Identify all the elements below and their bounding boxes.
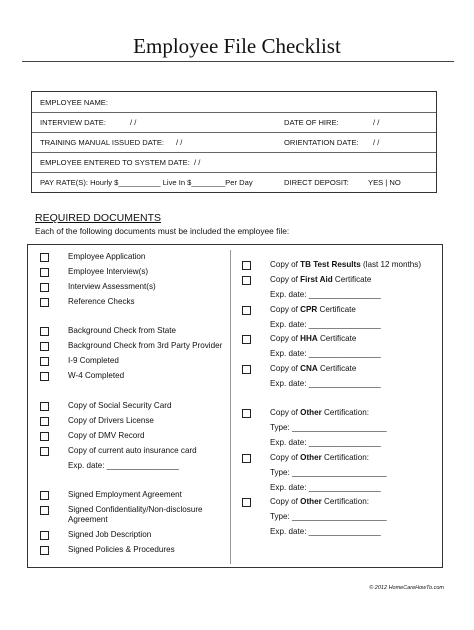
- checkbox[interactable]: [40, 372, 49, 381]
- entered-system-slashes: / /: [194, 158, 201, 167]
- info-row-pay: [32, 172, 436, 192]
- checkbox[interactable]: [40, 402, 49, 411]
- interview-date-slashes: / /: [130, 118, 137, 127]
- checkbox[interactable]: [242, 365, 251, 374]
- exp-date-line[interactable]: Exp. date: ________________: [68, 461, 179, 470]
- exp-date-line[interactable]: Exp. date: ________________: [270, 483, 381, 492]
- checkbox[interactable]: [40, 298, 49, 307]
- checkbox[interactable]: [40, 283, 49, 292]
- item-label: Copy of Other Certification:: [270, 453, 369, 462]
- checkbox[interactable]: [40, 327, 49, 336]
- interview-date-label: INTERVIEW DATE:: [40, 118, 106, 127]
- item-label: Background Check from State: [68, 326, 176, 335]
- item-label: Copy of DMV Record: [68, 431, 145, 440]
- employee-name-label: EMPLOYEE NAME:: [40, 98, 108, 107]
- type-line[interactable]: Type: _____________________: [270, 512, 387, 521]
- checkbox[interactable]: [40, 506, 49, 515]
- info-row-system: [32, 152, 436, 173]
- checkbox[interactable]: [242, 261, 251, 270]
- direct-deposit-label: DIRECT DEPOSIT:: [284, 178, 349, 187]
- checklist-item: [68, 356, 119, 365]
- checkbox[interactable]: [40, 342, 49, 351]
- date-of-hire-slashes: / /: [373, 118, 380, 127]
- checkbox[interactable]: [40, 357, 49, 366]
- item-label: Copy of Other Certification:: [270, 408, 369, 417]
- item-label: Interview Assessment(s): [68, 282, 156, 291]
- info-row-name: [32, 92, 436, 113]
- checklist-item-cna: [270, 364, 356, 373]
- training-manual-label: TRAINING MANUAL ISSUED DATE:: [40, 138, 165, 147]
- checkbox[interactable]: [242, 454, 251, 463]
- checkbox[interactable]: [242, 498, 251, 507]
- orientation-date-slashes: / /: [373, 138, 380, 147]
- exp-date-line[interactable]: Exp. date: ________________: [270, 290, 381, 299]
- checkbox[interactable]: [40, 432, 49, 441]
- training-manual-slashes: / /: [176, 138, 183, 147]
- info-row-interview: [32, 112, 436, 133]
- yes-no-options: YES | NO: [368, 178, 401, 187]
- checklist-item-other: [270, 408, 369, 417]
- type-line[interactable]: Type: _____________________: [270, 468, 387, 477]
- item-label: Copy of HHA Certificate: [270, 334, 357, 343]
- item-label: Copy of CNA Certificate: [270, 364, 357, 373]
- checklist-item: [68, 341, 222, 350]
- orientation-date-label: ORIENTATION DATE:: [284, 138, 359, 147]
- checklist-item-first-aid: [270, 275, 371, 284]
- checklist-item-tb: [270, 260, 421, 269]
- checkbox[interactable]: [40, 491, 49, 500]
- employee-info-box: [31, 91, 437, 193]
- checklist-item: [68, 446, 197, 455]
- checkbox[interactable]: [40, 447, 49, 456]
- item-label: Copy of Other Certification:: [270, 497, 369, 506]
- page-title: Employee File Checklist: [133, 34, 341, 58]
- checklist-item: [68, 505, 203, 514]
- checklist-item-other: [270, 497, 369, 506]
- item-label: Copy of CPR Certificate: [270, 305, 356, 314]
- checkbox[interactable]: [40, 546, 49, 555]
- checkbox[interactable]: [40, 268, 49, 277]
- exp-date-line[interactable]: Exp. date: ________________: [270, 438, 381, 447]
- checklist-item: [68, 431, 144, 440]
- exp-date-line[interactable]: Exp. date: ________________: [270, 349, 381, 358]
- entered-system-label: EMPLOYEE ENTERED TO SYSTEM DATE:: [40, 158, 190, 167]
- checkbox[interactable]: [242, 409, 251, 418]
- item-label: Copy of TB Test Results (last 12 months): [270, 260, 422, 269]
- item-label: Signed Confidentiality/Non-disclosure: [68, 505, 203, 514]
- item-label: Reference Checks: [68, 297, 135, 306]
- pay-rate-label: PAY RATE(S): Hourly $__________ Live In $________Per Day: [40, 178, 253, 187]
- item-label: Employee Application: [68, 252, 146, 261]
- required-documents-heading: REQUIRED DOCUMENTS: [35, 212, 162, 224]
- exp-date-line[interactable]: Exp. date: ________________: [270, 527, 381, 536]
- required-documents-subtitle: Each of the following documents must be included the employee file:: [35, 226, 290, 236]
- checklist-item-hha: [270, 334, 356, 343]
- checkbox[interactable]: [40, 531, 49, 540]
- checklist-item: [68, 252, 145, 261]
- item-label: Employee Interview(s): [68, 267, 149, 276]
- item-label: Copy of Drivers License: [68, 416, 154, 425]
- item-label: I-9 Completed: [68, 356, 119, 365]
- checklist-item: [68, 371, 124, 380]
- checklist-item: [68, 401, 171, 410]
- item-label: Copy of Social Security Card: [68, 401, 172, 410]
- checkbox[interactable]: [242, 306, 251, 315]
- checklist-item-cpr: [270, 305, 356, 314]
- checklist-item: [68, 326, 176, 335]
- checkbox[interactable]: [40, 253, 49, 262]
- checkbox[interactable]: [40, 417, 49, 426]
- checklist-item-other: [270, 453, 369, 462]
- exp-date-line[interactable]: Exp. date: ________________: [270, 320, 381, 329]
- item-label: Signed Employment Agreement: [68, 490, 182, 499]
- column-divider: [230, 250, 231, 564]
- checklist-item: [68, 490, 182, 499]
- item-label: W-4 Completed: [68, 371, 125, 380]
- checklist-item: [68, 297, 135, 306]
- item-label: Copy of First Aid Certificate: [270, 275, 372, 284]
- checklist-item: [68, 267, 148, 276]
- checklist-item: [68, 282, 156, 291]
- item-label: Signed Policies & Procedures: [68, 545, 175, 554]
- item-label: Copy of current auto insurance card: [68, 446, 197, 455]
- item-label: Signed Job Description: [68, 530, 152, 539]
- checkbox[interactable]: [242, 335, 251, 344]
- info-row-training: [32, 132, 436, 153]
- type-line[interactable]: Type: _____________________: [270, 423, 387, 432]
- item-label: Background Check from 3rd Party Provider: [68, 341, 223, 350]
- checklist-item: [68, 416, 154, 425]
- date-of-hire-label: DATE OF HIRE:: [284, 118, 339, 127]
- item-label-continued: Agreement: [68, 515, 108, 524]
- title-underline: [22, 61, 454, 62]
- checklist-item: [68, 545, 175, 554]
- checkbox[interactable]: [242, 276, 251, 285]
- checklist-item: [68, 530, 151, 539]
- exp-date-line[interactable]: Exp. date: ________________: [270, 379, 381, 388]
- copyright-footer: © 2012 HomeCareHowTo.com: [369, 585, 444, 591]
